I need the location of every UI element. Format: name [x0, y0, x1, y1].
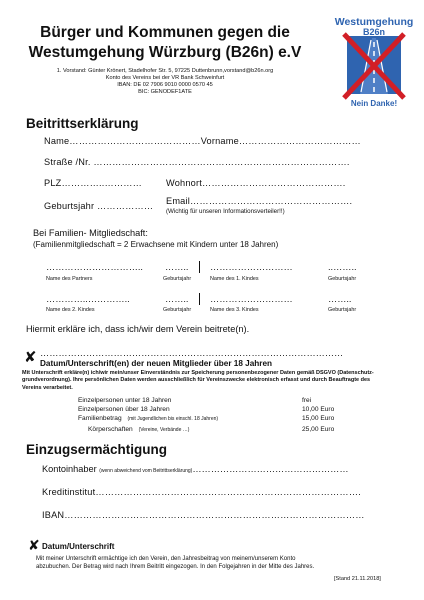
fee-row [78, 425, 348, 435]
b26n-logo [334, 16, 414, 110]
association-info [0, 68, 330, 96]
fee-price: 10,00 Euro [302, 406, 335, 414]
child2-name-dots[interactable]: …………..………….. [46, 294, 130, 304]
partner-year-label: Geburtsjahr [163, 276, 192, 282]
fee-price: 15,00 Euro [302, 415, 335, 423]
signature-label-1: Datum/Unterschrift(en) der neuen Mitglieder über 18 Jahren [40, 359, 273, 368]
fee-label: Einzelpersonen unter 18 Jahren [78, 397, 172, 404]
child3-name-label: Name des 3. Kindes [210, 307, 259, 313]
child1-year-label: Geburtsjahr [328, 276, 357, 282]
logo-top-text: Westumgehung [334, 16, 414, 28]
iban-line: IBAN: DE 02 7906 9010 0000 0570 45 [117, 82, 213, 88]
fee-label: Familienbetrag [78, 415, 122, 423]
fee-row [78, 396, 348, 405]
membership-heading: Beitrittserklärung [26, 116, 139, 131]
kontoinhaber-dots: …………………………………………… [192, 464, 349, 474]
child2-year-dots[interactable]: …….. [165, 294, 189, 304]
child2-name-label: Name des 2. Kindes [46, 307, 95, 313]
kontoinhaber-label: Kontoinhaber [42, 464, 97, 474]
fee-price: frei [302, 397, 312, 404]
street-field[interactable]: Straße /Nr. ………………………………………………………………………. [44, 157, 350, 167]
name-field[interactable]: Name……………………………………Vorname………………………………… [44, 136, 361, 146]
signature-line-1[interactable]: ……………………………………………………………………………………… [40, 348, 344, 358]
fee-note: (mit Jugendlichen bis einschl. 18 Jahren) [127, 416, 219, 423]
declaration-text: Hiermit erkläre ich, dass ich/wir dem Verein beitrete(n). [26, 324, 250, 334]
fee-label: Körperschaften [88, 425, 133, 433]
kontoinhaber-note: (wenn abweichend vom Beitrittserklärung) [99, 468, 193, 474]
partner-name-dots[interactable]: ………………………….. [46, 262, 143, 272]
child2-year-label: Geburtsjahr [163, 307, 192, 313]
iban-field[interactable]: IBAN…………………………………………………………………………………… [42, 510, 365, 520]
fee-row [78, 405, 348, 414]
birthyear-field[interactable]: Geburtsjahr ……………… [44, 201, 154, 211]
bic-line: BIC: GENODEF1ATE [138, 89, 192, 95]
title-line-2: Westumgehung Würzburg (B26n) e.V [28, 44, 302, 61]
title-line-1: Bürger und Kommunen gegen die [40, 24, 290, 41]
consent-line-2: grundverordnung). Ihre persönlichen Daten werden ausschließlich für Vereinszwecke elektronisch erfasst und durch Beauftragte des [22, 377, 371, 384]
fee-label: Einzelpersonen über 18 Jahren [78, 406, 170, 414]
consent-line-1: Mit Unterschrift erkläre(n) ich/wir mein/unser Einverständnis zur Speicherung personenbezogener Daten gemäß DSGVO (Datenschutz- [22, 370, 374, 376]
fee-table [78, 396, 348, 435]
signature-mark-icon: ✘ [24, 348, 37, 366]
fee-price: 25,00 Euro [302, 425, 335, 433]
stand-date: [Stand 21.11.2018] [334, 576, 381, 582]
child3-name-dots[interactable]: ……………………… [210, 294, 293, 304]
mandate-line-2: abzubuchen. Der Betrag wird nach Ihrem Beitritt eingezogen. In den Folgejahren in der Mitte des Jahres. [36, 564, 315, 570]
kreditinstitut-field[interactable]: Kreditinstitut…………………………………………………………………………. [42, 487, 361, 497]
wohnort-field[interactable]: Wohnort………………………………………. [166, 178, 346, 188]
kontoinhaber-field[interactable] [42, 464, 349, 474]
consent-text [22, 370, 374, 392]
plz-field[interactable]: PLZ…………..………… [44, 178, 143, 188]
email-field[interactable]: Email……………………………………………. [166, 196, 353, 206]
child3-year-dots[interactable]: …….. [328, 294, 352, 304]
family-divider-1 [199, 261, 200, 273]
mandate-line-1: Mit meiner Unterschrift ermächtige ich den Verein, den Jahresbeitrag von meinem/unserem Konto [36, 556, 296, 562]
logo-bottom-text: Nein Danke! [350, 99, 398, 108]
email-note: (Wichtig für unseren Informationsverteiler!!) [166, 208, 285, 215]
consent-line-3: Vereins verarbeitet. [22, 384, 73, 391]
partner-name-label: Name des Partners [46, 276, 93, 282]
child1-year-dots[interactable]: ..…….. [328, 262, 357, 272]
logo-sub-text: B26n [362, 27, 386, 37]
child3-year-label: Geburtsjahr [328, 307, 357, 313]
signature-label-2[interactable]: Datum/Unterschrift [42, 542, 115, 551]
bank-name: Konto des Vereins bei der VR Bank Schweinfurt [105, 75, 225, 81]
child1-name-dots[interactable]: ……………………… [210, 262, 293, 272]
family-heading: Bei Familien- Mitgliedschaft: [33, 228, 148, 238]
signature-mark-icon: ✘ [28, 538, 40, 554]
family-note: (Familienmitgliedschaft = 2 Erwachsene mit Kindern unter 18 Jahren) [33, 240, 279, 249]
fee-note: (Vereine, Verbände …) [138, 426, 190, 433]
mandate-text [36, 555, 314, 571]
sepa-heading: Einzugsermächtigung [26, 442, 168, 457]
family-divider-2 [199, 293, 200, 305]
fee-row [78, 414, 348, 424]
child1-name-label: Name des 1. Kindes [210, 276, 259, 282]
board-address: 1. Vorstand: Günter Krönert, Stadelhofer Str. 5, 97225 Duttenbrunn,vorstand@b26n.org [56, 68, 274, 74]
partner-year-dots[interactable]: …….. [165, 262, 189, 272]
